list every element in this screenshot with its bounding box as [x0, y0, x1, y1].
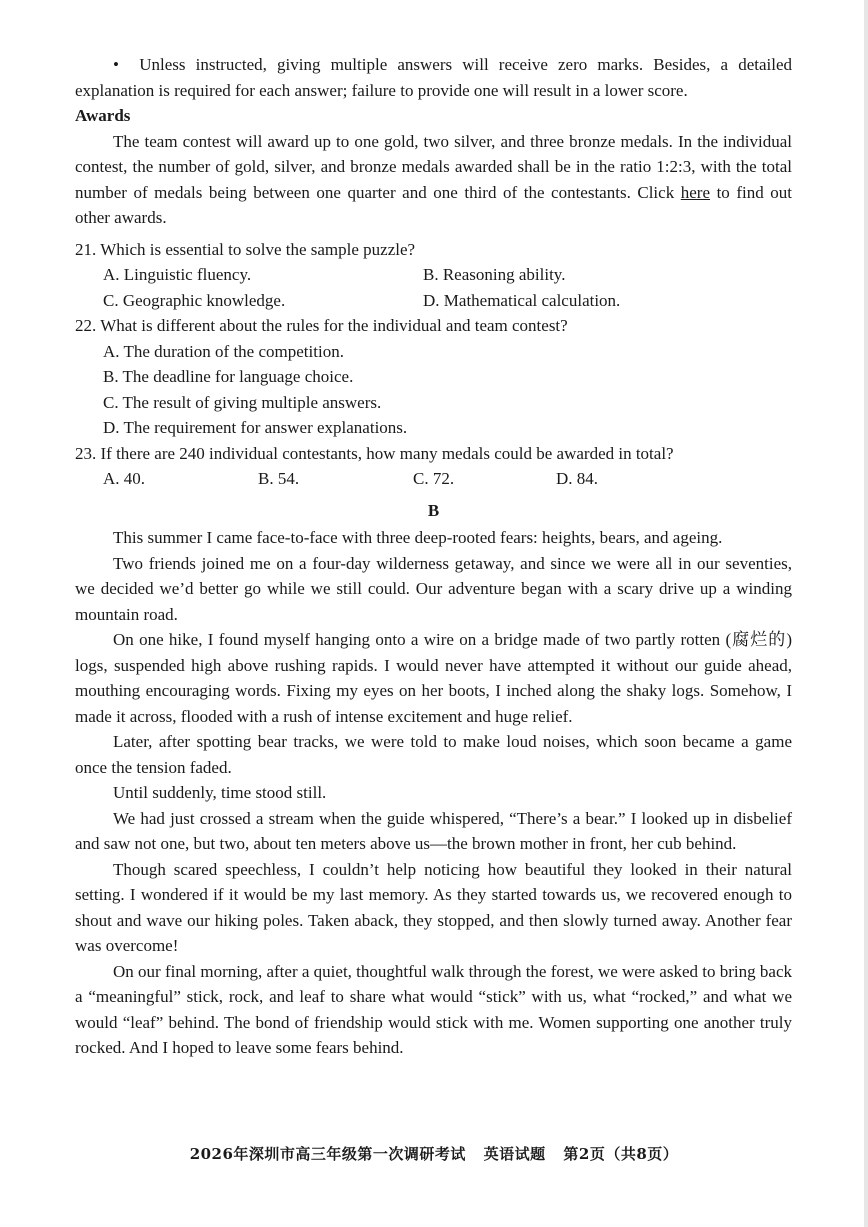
bullet-symbol: •: [113, 55, 119, 74]
passage-paragraph: Until suddenly, time stood still.: [113, 783, 327, 802]
option-b: B. The deadline for language choice.: [103, 367, 354, 386]
passage-paragraph: On one hike, I found myself hanging onto a wire on a bridge made of two partly rotten (腐烂的) logs, suspended high above rushing rapids. I would never have attempted it without our guide ahead, mouthing encouraging words. Fixing my eyes on her boots, I inched along the shaky logs. Somehow, I made it across, flooded with a rush of intense excitement and huge relief.: [75, 630, 792, 726]
option-a: A. The duration of the competition.: [103, 341, 344, 361]
awards-text-end: to find out other awards.: [75, 182, 792, 227]
passage-paragraph: We had just crossed a stream when the guide whispered, “There’s a bear.” I looked up in disbelief and saw not one, but two, about ten meters above us—the brown mother in front, her cub behind.: [75, 808, 792, 853]
page-footer: [0, 1142, 868, 1168]
passage-paragraph: This summer I came face-to-face with three deep-rooted fears: heights, bears, and ageing.: [113, 528, 723, 547]
awards-text: The team contest will award up to one gold, two silver, and three bronze medals. In the individual contest, the number of gold, silver, and bronze medals awarded shall be in the ratio 1:2:3, with the total number of medals being between one quarter and one third of the contestants. Click: [75, 131, 792, 202]
options-21: [75, 262, 792, 313]
here-link[interactable]: here: [680, 182, 711, 202]
rule-text: Unless instructed, giving multiple answers will receive zero marks. Besides, a detailed explanation is required for each answer; failure to provide one will result in a lower score.: [75, 55, 793, 100]
question-21: [75, 237, 792, 314]
option-c: C. Geographic knowledge.: [103, 290, 286, 310]
option-c: C. 72.: [413, 469, 455, 488]
passage-b: [75, 525, 792, 1061]
scan-edge: [864, 0, 868, 1227]
option-d: D. Mathematical calculation.: [423, 290, 621, 310]
option-c: C. The result of giving multiple answers.: [103, 392, 382, 412]
subject-name: 英语试题: [483, 1145, 546, 1163]
option-b: B. 54.: [258, 469, 300, 488]
passage-paragraph: Two friends joined me on a four-day wilderness getaway, and since we were all in our seventies, we decided we’d better go while we still could. Our adventure began with a scary drive up a winding mountain road.: [75, 553, 792, 624]
option-d: D. 84.: [556, 469, 599, 488]
passage-paragraph: On our final morning, after a quiet, thoughtful walk through the forest, we were asked to bring back a “meaningful” stick, rock, and leaf to share what would “stick” with us, what “rocked,” and what we would “leaf” behind. The bond of friendship would stick with me. Women supporting one another truly rocked. And I hoped to leave some fears behind.: [75, 961, 792, 1057]
option-d: D. The requirement for answer explanations.: [103, 418, 408, 437]
question-stem: 23. If there are 240 individual contestants, how many medals could be awarded in total?: [75, 443, 674, 463]
passage-paragraph: Later, after spotting bear tracks, we were told to make loud noises, which soon became a game once the tension faded.: [75, 732, 792, 777]
exam-title: 2026年深圳市高三年级第一次调研考试: [189, 1145, 466, 1163]
option-b: B. Reasoning ability.: [423, 265, 566, 284]
question-23: [75, 441, 792, 492]
passage-paragraph: Though scared speechless, I couldn’t help noticing how beautiful they looked in their natural setting. I wondered if it would be my last memory. As they started towards us, we recovered enough to shout and wave our hiking poles. Taken aback, they stopped, and then slowly turned away. Another fear was overcome!: [75, 859, 792, 955]
option-a: A. Linguistic fluency.: [103, 265, 252, 284]
options-23: [75, 466, 792, 492]
option-a: A. 40.: [103, 469, 146, 488]
page-number: 第2页（共8页）: [563, 1145, 679, 1163]
options-22: [75, 339, 792, 441]
rule-bullet: [75, 52, 792, 103]
awards-paragraph: [75, 129, 792, 231]
question-22: [75, 313, 792, 441]
question-stem: 22. What is different about the rules for the individual and team contest?: [75, 316, 568, 335]
question-stem: 21. Which is essential to solve the sample puzzle?: [75, 239, 416, 259]
document-page: [75, 52, 792, 1061]
section-b-label: B: [427, 500, 440, 520]
awards-heading: Awards: [75, 106, 131, 125]
